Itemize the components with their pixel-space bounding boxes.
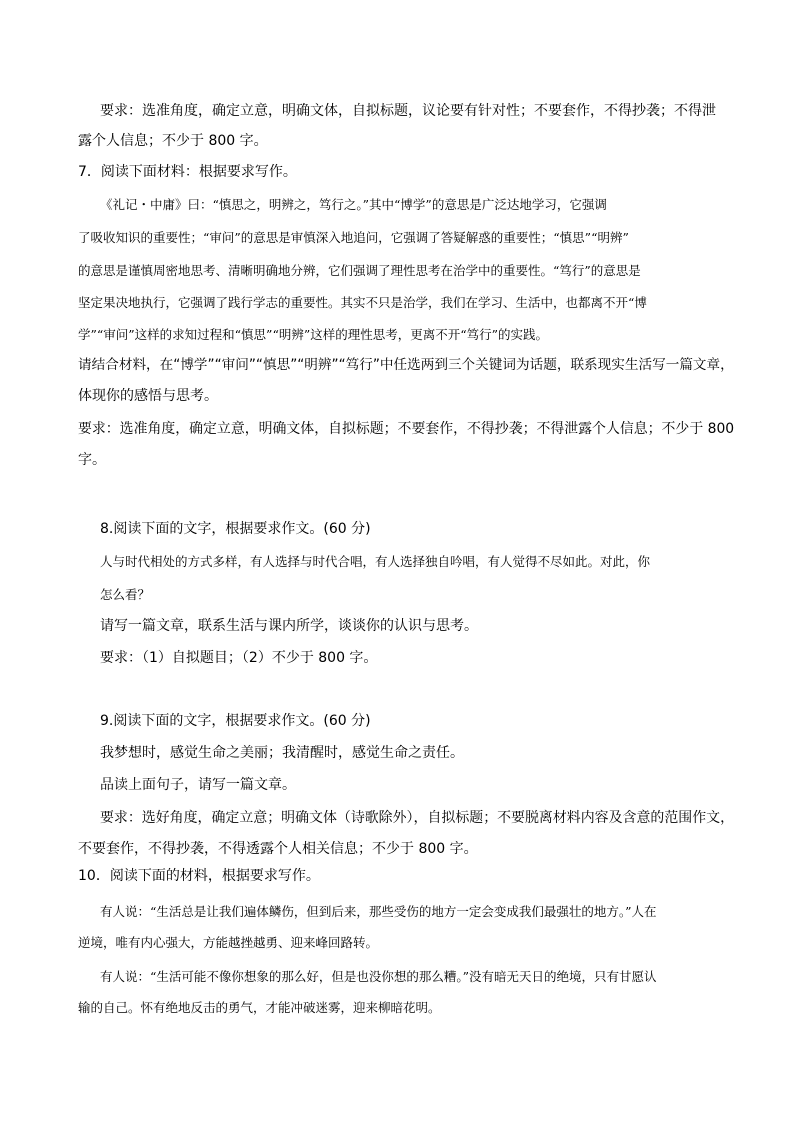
requirement-text: 不要套作，不得抄袭，不得透露个人相关信息；不少于 800 字。 — [78, 841, 478, 857]
material-text: 我梦想时，感觉生命之美丽；我清醒时，感觉生命之责任。 — [100, 745, 464, 761]
requirement-text: 要求：选准角度，确定立意，明确文体，自拟标题；不要套作，不得抄袭；不得泄露个人信息；不少于 800 — [78, 421, 735, 437]
requirement-text: 字。 — [78, 452, 106, 468]
prompt-text: 品读上面句子，请写一篇文章。 — [100, 777, 296, 793]
prompt-text: 请写一篇文章，联系生活与课内所学，谈谈你的认识与思考。 — [100, 618, 478, 634]
question-title: 8.阅读下面的文字，根据要求作文。(60 分) — [100, 521, 371, 537]
question-title: 9.阅读下面的文字，根据要求作文。(60 分) — [100, 713, 371, 729]
requirement-text: 露个人信息；不少于 800 字。 — [78, 133, 268, 149]
prompt-text: 请结合材料，在“博学”“审问”“慎思”“明辨”“笃行”中任选两到三个关键词为话题，联系现实生活写一篇文章， — [78, 357, 734, 373]
material-text: 学”“审问”这样的求知过程和“慎思”“明辨”这样的理性思考，更离不开“笃行”的实践。 — [78, 327, 549, 342]
material-text: 坚定果决地执行，它强调了践行学志的重要性。其实不只是治学，我们在学习、生活中，也都离不开“博 — [78, 295, 647, 310]
material-text: 的意思是谨慎周密地思考、清晰明确地分辨，它们强调了理性思考在治学中的重要性。“笃行”的意思是 — [78, 263, 641, 278]
requirement-text: 要求：选准角度，确定立意，明确文体，自拟标题，议论要有针对性；不要套作，不得抄袭；不得泄 — [100, 103, 716, 119]
material-text: 《礼记・中庸》曰：“慎思之，明辨之，笃行之。”其中“博学”的意思是广泛达地学习，它强调 — [100, 197, 607, 212]
material-text: 了吸收知识的重要性；“审问”的意思是审慎深入地追问，它强调了答疑解惑的重要性；“慎思”“明辨” — [78, 230, 629, 245]
requirement-text: 要求：选好角度，确定立意；明确文体（诗歌除外），自拟标题；不要脱离材料内容及含意的范围作文， — [100, 810, 735, 826]
question-title: 7．阅读下面材料：根据要求写作。 — [78, 164, 297, 180]
question-title: 10．阅读下面的材料，根据要求写作。 — [78, 868, 320, 884]
material-text: 有人说：“生活可能不像你想象的那么好，但是也没你想的那么糟。”没有暗无天日的绝境，只有甘愿认 — [100, 969, 657, 984]
prompt-text: 体现你的感悟与思考。 — [78, 388, 218, 404]
material-text: 逆境，唯有内心强大，方能越挫越勇、迎来峰回路转。 — [78, 935, 379, 950]
material-text: 怎么看？ — [100, 587, 151, 602]
material-text: 有人说：“生活总是让我们遍体鳞伤，但到后来，那些受伤的地方一定会变成我们最强壮的地方。”人在 — [100, 904, 657, 919]
material-text: 输的自己。怀有绝地反击的勇气，才能冲破迷雾，迎来柳暗花明。 — [78, 1000, 441, 1015]
requirement-text: 要求：（1）自拟题目；（2）不少于 800 字。 — [100, 650, 378, 666]
material-text: 人与时代相处的方式多样，有人选择与时代合唱，有人选择独自吟唱，有人觉得不尽如此。对此，你 — [100, 554, 651, 569]
